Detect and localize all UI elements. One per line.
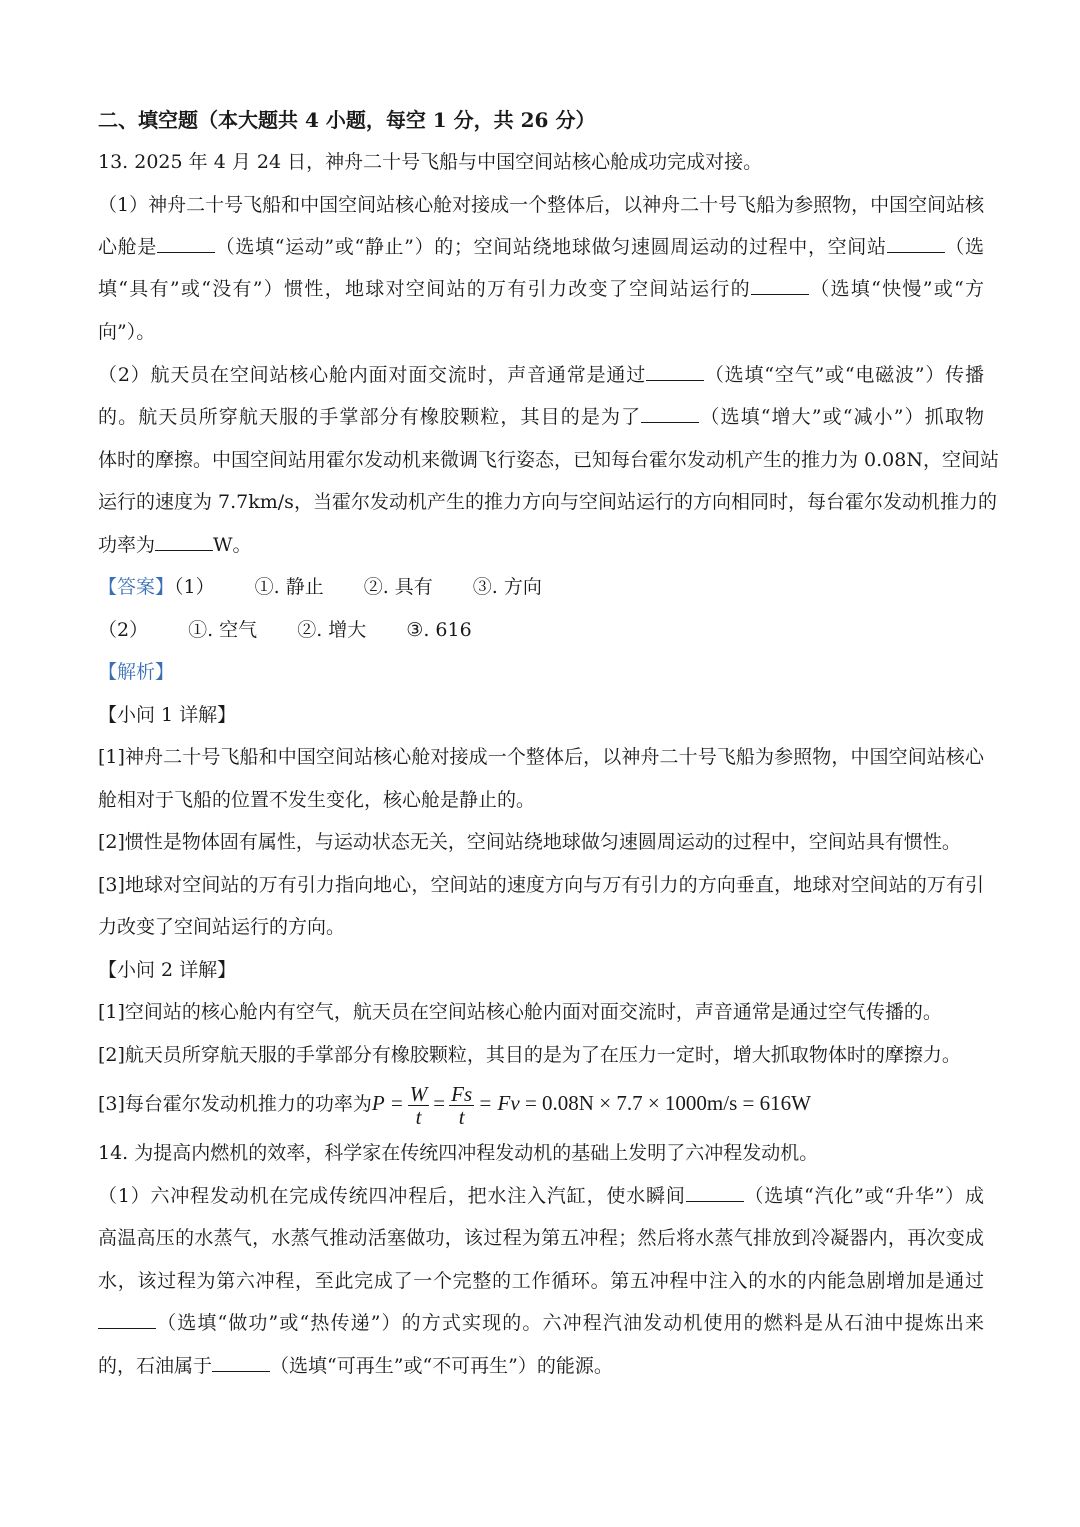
- sub2-line3: [98, 1078, 984, 1128]
- answer-row-1: [98, 573, 984, 601]
- text: 的，石油属于: [98, 1355, 213, 1377]
- answer-blank: [98, 1310, 156, 1329]
- text: 填“具有”或“没有”）惯性，地球对空间站的万有引力改变了空间站运行的: [98, 278, 751, 300]
- answer-blank: [157, 234, 215, 253]
- text: 的。航天员所穿航天服的手掌部分有橡胶颗粒，其目的是为了: [98, 406, 642, 428]
- sub1-line1: [1]神舟二十号飞船和中国空间站核心舱对接成一个整体后，以神舟二十号飞船为参照物，中国空间站核心: [98, 746, 984, 768]
- q14-part1-line4: [98, 1309, 984, 1337]
- q13-part2-line1: [98, 361, 984, 389]
- sub1-title: 【小问 1 详解】: [98, 704, 237, 726]
- text: （选: [944, 236, 984, 258]
- answer-item: ②. 具有: [363, 576, 433, 598]
- q14-part1-line5: [98, 1352, 984, 1380]
- fraction-numerator: W: [409, 1081, 428, 1106]
- answer-item: ①. 空气: [188, 619, 258, 641]
- equals: =: [433, 1091, 446, 1115]
- text: （选填“增大”或“减小”）抓取物: [699, 406, 984, 428]
- answer1-label: （1）: [174, 576, 215, 598]
- text: （选填“快慢”或“方: [808, 278, 985, 300]
- sub1-line5: 力改变了空间站运行的方向。: [98, 916, 346, 938]
- q13-part2-line5: [98, 531, 984, 559]
- text: （选填“可再生”或“不可再生”）的能源。: [270, 1355, 613, 1377]
- q13-part1-line2: [98, 233, 984, 261]
- q13-part1-line4: 向”）。: [98, 321, 156, 343]
- answer-blank: [641, 404, 699, 423]
- fraction-numerator: Fs: [451, 1081, 473, 1106]
- text: （选填“空气”或“电磁波”）传播: [704, 364, 984, 386]
- answer-blank: [751, 276, 809, 295]
- q13-part2-line2: [98, 403, 984, 431]
- answer-item: ②. 增大: [297, 619, 367, 641]
- q13-part1-line1: （1）神舟二十号飞船和中国空间站核心舱对接成一个整体后，以神舟二十号飞船为参照物，中国空间站核: [98, 194, 985, 216]
- text: （选填“运动”或“静止”）的；空间站绕地球做匀速圆周运动的过程中，空间站: [215, 236, 887, 258]
- sub1-line2: 舱相对于飞船的位置不发生变化，核心舱是静止的。: [98, 789, 536, 811]
- answer-item: ③. 616: [406, 619, 472, 641]
- answer-blank: [155, 532, 213, 551]
- fraction-denominator: t: [458, 1104, 465, 1129]
- q13-part2-line3: 体时的摩擦。中国空间站用霍尔发动机来微调飞行姿态，已知每台霍尔发动机产生的推力为 0.08N，空间站: [98, 449, 999, 471]
- answer-blank: [646, 362, 704, 381]
- answer-blank: [212, 1353, 270, 1372]
- q13-part1-line3: [98, 275, 984, 303]
- sub2-line2: [2]航天员所穿航天服的手掌部分有橡胶颗粒，其目的是为了在压力一定时，增大抓取物体时的摩擦力。: [98, 1044, 961, 1066]
- text: （2）航天员在空间站核心舱内面对面交流时，声音通常是通过: [98, 364, 647, 386]
- answer2-label: （2）: [98, 619, 149, 641]
- sub1-line4: [3]地球对空间站的万有引力指向地心，空间站的速度方向与万有引力的方向垂直，地球对空间站的万有引: [98, 874, 984, 896]
- section-title: 二、填空题（本大题共 4 小题，每空 1 分，共 26 分）: [98, 108, 596, 132]
- formula-value: = 0.08N × 7.7 × 1000m/s = 616W: [524, 1091, 811, 1115]
- answer-tag: 【答案】: [98, 576, 175, 598]
- text: （1）六冲程发动机在完成传统四冲程后，把水注入汽缸，使水瞬间: [98, 1185, 686, 1207]
- sub2-title: 【小问 2 详解】: [98, 959, 237, 981]
- answer-item: ①. 静止: [254, 576, 324, 598]
- fraction-denominator: t: [415, 1104, 422, 1129]
- text: [3]每台霍尔发动机推力的功率为: [98, 1093, 372, 1115]
- text: （选填“做功”或“热传递”）的方式实现的。六冲程汽油发动机使用的燃料是从石油中提炼出来: [156, 1312, 984, 1334]
- power-formula: [371, 1081, 811, 1129]
- q13-part2-line4: 运行的速度为 7.7km/s，当霍尔发动机产生的推力方向与空间站运行的方向相同时，每台霍尔发动机推力的: [98, 491, 997, 513]
- text: （选填“汽化”或“升华”）成: [743, 1185, 984, 1207]
- text: 功率为: [98, 534, 156, 556]
- answer-blank: [686, 1183, 744, 1202]
- q14-part1-line3: 水，该过程为第六冲程，至此完成了一个完整的工作循环。第五冲程中注入的水的内能急剧增加是通过: [98, 1270, 984, 1292]
- answer-item: ③. 方向: [472, 576, 542, 598]
- q14-stem: 14. 为提高内燃机的效率，科学家在传统四冲程发动机的基础上发明了六冲程发动机。: [98, 1142, 819, 1164]
- sub1-line3: [2]惯性是物体固有属性，与运动状态无关，空间站绕地球做匀速圆周运动的过程中，空间站具有惯性。: [98, 831, 961, 853]
- formula-lhs: P =: [371, 1091, 404, 1115]
- text: 心舱是: [98, 236, 158, 258]
- fraction: [449, 1083, 474, 1128]
- q14-part1-line1: [98, 1182, 984, 1210]
- answer-row-2: [98, 616, 984, 644]
- sub2-line1: [1]空间站的核心舱内有空气，航天员在空间站核心舱内面对面交流时，声音通常是通过空气传播的。: [98, 1001, 942, 1023]
- q14-part1-line2: 高温高压的水蒸气，水蒸气推动活塞做功，该过程为第五冲程；然后将水蒸气排放到冷凝器内，再次变成: [98, 1227, 984, 1249]
- analysis-tag: 【解析】: [98, 661, 175, 683]
- q13-stem: 13. 2025 年 4 月 24 日，神舟二十号飞船与中国空间站核心舱成功完成对接。: [98, 151, 763, 173]
- answer-blank: [887, 234, 945, 253]
- formula-var: = Fv: [478, 1091, 520, 1115]
- text: W。: [213, 534, 252, 556]
- fraction: [408, 1083, 430, 1128]
